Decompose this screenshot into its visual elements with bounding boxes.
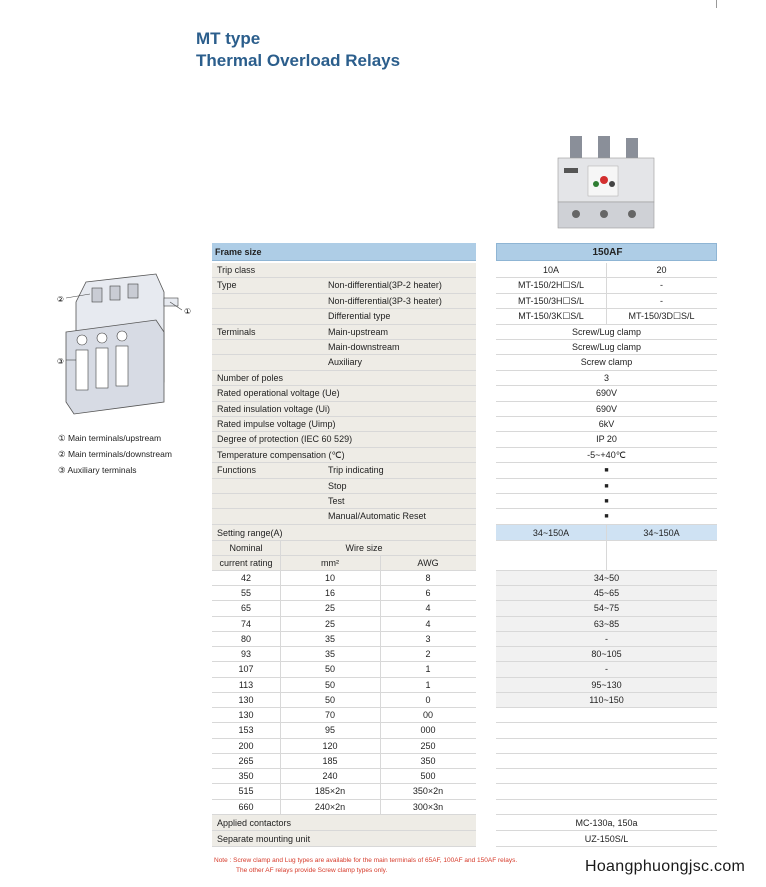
range-row — [496, 617, 717, 632]
table-cell: MT-150/3D☐S/L — [628, 311, 695, 322]
table-cell: 350 — [238, 771, 254, 782]
table-cell: - — [660, 295, 663, 306]
table-cell: 6kV — [598, 419, 615, 429]
range-row — [496, 693, 717, 708]
table-cell: 153 — [238, 725, 254, 736]
table-cell: 25 — [324, 603, 335, 614]
table-cell: 65 — [240, 603, 251, 614]
table-cell: Type — [217, 280, 237, 291]
table-cell: Nominal — [229, 542, 263, 553]
table-cell: 34~150A — [532, 527, 570, 538]
table-cell: Applied contactors — [217, 817, 292, 828]
table-cell: 50 — [324, 664, 335, 675]
table-row — [496, 294, 717, 309]
table-cell: 50 — [324, 694, 335, 705]
table-cell: Trip indicating — [328, 465, 384, 476]
table-cell: 10A — [542, 265, 559, 275]
wire-header — [212, 556, 476, 571]
table-row — [212, 340, 476, 355]
table-cell: Temperature compensation (℃) — [217, 449, 345, 460]
table-row — [496, 417, 717, 432]
callout-1: ① — [184, 307, 192, 316]
table-cell: Functions — [217, 465, 257, 476]
table-cell: 74 — [240, 618, 251, 629]
wire-row — [212, 678, 476, 693]
table-cell: Auxiliary — [328, 357, 363, 368]
table-cell: 3 — [425, 633, 431, 644]
wire-row — [212, 647, 476, 662]
range-row — [496, 678, 717, 693]
page-corner-rule — [716, 0, 717, 8]
table-cell: 500 — [420, 771, 436, 782]
table-row — [212, 417, 476, 432]
table-row — [212, 278, 476, 293]
table-cell: 00 — [422, 710, 433, 721]
range-row — [496, 708, 717, 723]
table-row — [496, 402, 717, 417]
table-cell: - — [660, 280, 663, 291]
frame-size-header — [212, 243, 476, 261]
table-cell: 45~65 — [593, 588, 620, 599]
table-cell: Setting range(A) — [217, 527, 283, 538]
wire-row — [212, 754, 476, 769]
table-cell: Rated insulation voltage (Ui) — [217, 403, 331, 414]
table-row — [212, 448, 476, 463]
range-row — [496, 723, 717, 738]
table-cell: -5~+40℃ — [587, 449, 626, 460]
table-cell: MT-150/2H☐S/L — [517, 280, 585, 291]
wire-row — [212, 708, 476, 723]
table-row — [212, 294, 476, 309]
wire-row — [212, 693, 476, 708]
table-row — [496, 525, 717, 541]
table-cell: 240 — [322, 771, 338, 782]
table-row — [496, 815, 717, 831]
table-row — [212, 494, 476, 509]
table-cell: - — [605, 633, 608, 644]
table-cell: 130 — [238, 694, 254, 705]
wire-row — [212, 632, 476, 647]
table-row — [496, 432, 717, 447]
table-cell: Degree of protection (IEC 60 529) — [217, 434, 353, 445]
page-title: MT type — [196, 29, 261, 48]
table-cell: 34~50 — [593, 572, 620, 583]
table-cell: 10 — [324, 572, 335, 583]
table-cell: MT-150/3H☐S/L — [517, 295, 585, 306]
table-cell: Rated impulse voltage (Uimp) — [217, 419, 336, 429]
table-row — [212, 263, 476, 278]
table-cell: 350×2n — [412, 786, 444, 797]
table-cell: 50 — [324, 679, 335, 690]
table-cell: Main-upstream — [328, 326, 389, 337]
table-cell: ■ — [604, 482, 609, 490]
table-cell: 34~150A — [643, 527, 680, 538]
table-cell: 80~105 — [591, 649, 622, 660]
table-cell: 1 — [425, 679, 431, 690]
table-cell: - — [605, 664, 608, 675]
legend-item: ② Main terminals/downstream — [58, 449, 172, 459]
table-cell: 93 — [240, 649, 251, 660]
table-cell: 16 — [324, 588, 335, 599]
table-cell: 000 — [420, 725, 436, 736]
table-cell: ■ — [604, 467, 609, 475]
table-row — [212, 355, 476, 370]
table-cell: 0 — [425, 694, 431, 705]
table-row — [496, 386, 717, 401]
table-cell: Test — [328, 496, 345, 506]
table-cell: 185×2n — [314, 786, 346, 797]
table-cell: Manual/Automatic Reset — [328, 511, 427, 522]
table-row — [212, 463, 476, 478]
table-cell: Main-downstream — [328, 342, 400, 352]
wire-header — [212, 541, 476, 556]
table-cell: 107 — [238, 664, 254, 675]
range-row — [496, 662, 717, 677]
table-cell: 2 — [425, 649, 431, 660]
table-row — [212, 815, 476, 831]
brand-watermark: Hoangphuongjsc.com — [585, 858, 746, 875]
note-line-1: Note : Screw clamp and Lug types are available for the main terminals of 65AF, 100AF and 150AF relays. — [214, 857, 518, 864]
wire-row — [212, 723, 476, 738]
table-cell: 515 — [238, 786, 254, 797]
spec-table-left — [212, 243, 476, 850]
table-cell: 113 — [238, 679, 254, 690]
table-cell: Separate mounting unit — [217, 833, 311, 844]
legend-item: ① Main terminals/upstream — [58, 433, 162, 443]
callout-2: ② — [56, 295, 64, 304]
table-cell: 1 — [425, 664, 431, 675]
wire-row — [212, 739, 476, 754]
frame-size-value: 150AF — [592, 247, 623, 258]
table-row — [212, 325, 476, 340]
table-cell: 3 — [603, 372, 609, 383]
table-cell: MC-130a, 150a — [575, 817, 638, 828]
table-cell: 70 — [324, 710, 335, 721]
table-cell: 63~85 — [593, 618, 620, 629]
table-row — [496, 448, 717, 463]
table-cell: 200 — [238, 740, 254, 751]
table-row — [212, 525, 476, 541]
table-row — [496, 309, 717, 324]
relay-terminal-illustration — [46, 262, 196, 432]
range-row — [496, 800, 717, 815]
table-cell: 120 — [322, 740, 338, 751]
table-row — [212, 402, 476, 417]
table-row — [496, 355, 717, 370]
table-cell: 35 — [324, 633, 335, 644]
table-cell: 20 — [656, 265, 667, 275]
wire-header-spacer — [496, 541, 717, 571]
range-row — [496, 586, 717, 601]
table-cell: 80 — [240, 633, 251, 644]
table-cell: 35 — [324, 649, 335, 660]
table-cell: 240×2n — [314, 801, 346, 812]
table-row — [496, 278, 717, 293]
table-cell: Trip class — [217, 265, 256, 275]
wire-row — [212, 800, 476, 815]
table-cell: ■ — [604, 498, 609, 505]
table-cell: Stop — [328, 480, 347, 491]
table-cell: 95~130 — [591, 679, 622, 690]
table-cell: Non-differential(3P-2 heater) — [328, 280, 442, 291]
table-row — [496, 494, 717, 509]
callout-3: ③ — [56, 357, 64, 366]
range-row — [496, 784, 717, 799]
table-cell: 95 — [324, 725, 335, 736]
table-cell: current rating — [219, 557, 273, 568]
table-cell: Non-differential(3P-3 heater) — [328, 295, 442, 306]
table-cell: Rated operational voltage (Ue) — [217, 388, 340, 399]
table-cell: Screw clamp — [580, 357, 633, 368]
table-row — [212, 509, 476, 524]
table-row — [496, 371, 717, 386]
table-cell: 8 — [425, 572, 431, 583]
table-row — [212, 309, 476, 324]
wire-row — [212, 784, 476, 799]
frame-size-label: Frame size — [215, 247, 262, 257]
table-cell: Screw/Lug clamp — [571, 326, 642, 337]
range-row — [496, 571, 717, 586]
table-cell: Screw/Lug clamp — [571, 342, 642, 352]
table-cell: 55 — [240, 588, 251, 599]
wire-row — [212, 769, 476, 784]
table-cell: 265 — [238, 755, 254, 766]
table-cell: 6 — [425, 588, 431, 599]
legend-item: ③ Auxiliary terminals — [58, 465, 137, 475]
table-row — [212, 386, 476, 401]
table-cell: UZ-150S/L — [584, 833, 629, 844]
table-row — [496, 479, 717, 494]
table-cell: 690V — [595, 403, 618, 414]
range-row — [496, 754, 717, 769]
table-row — [496, 831, 717, 847]
table-cell: AWG — [417, 557, 439, 568]
table-cell: 185 — [322, 755, 338, 766]
table-row — [496, 509, 717, 524]
frame-size-header — [496, 243, 717, 261]
table-cell: 4 — [425, 603, 431, 614]
product-photo — [556, 136, 656, 236]
table-cell: Differential type — [328, 311, 391, 322]
range-row — [496, 769, 717, 784]
table-cell: ■ — [604, 513, 609, 521]
table-cell: Wire size — [345, 542, 383, 553]
wire-row — [212, 617, 476, 632]
spec-table-right — [496, 243, 717, 850]
table-cell: 54~75 — [593, 603, 620, 614]
note-line-2: The other AF relays provide Screw clamp types only. — [236, 867, 388, 874]
table-cell: 660 — [238, 801, 254, 812]
range-row — [496, 647, 717, 662]
range-row — [496, 601, 717, 616]
table-cell: 4 — [425, 618, 431, 629]
table-row — [496, 463, 717, 478]
table-cell: 130 — [238, 710, 254, 721]
table-row — [212, 432, 476, 447]
table-cell: 25 — [324, 618, 335, 629]
wire-row — [212, 601, 476, 616]
table-row — [496, 263, 717, 278]
table-row — [212, 831, 476, 847]
wire-row — [212, 586, 476, 601]
table-cell: 42 — [240, 572, 251, 583]
wire-row — [212, 662, 476, 677]
table-cell: mm² — [321, 557, 339, 568]
page-subtitle: Thermal Overload Relays — [196, 51, 401, 70]
range-row — [496, 632, 717, 647]
table-row — [496, 325, 717, 340]
table-cell: Number of poles — [217, 372, 284, 383]
table-cell: IP 20 — [596, 434, 617, 445]
table-cell: MT-150/3K☐S/L — [518, 311, 584, 322]
table-row — [212, 479, 476, 494]
table-cell: 250 — [420, 740, 436, 751]
table-cell: 300×3n — [412, 801, 444, 812]
legend-list — [58, 430, 172, 478]
table-row — [496, 340, 717, 355]
range-row — [496, 739, 717, 754]
table-cell: Terminals — [217, 326, 256, 337]
wire-row — [212, 571, 476, 586]
table-row — [212, 371, 476, 386]
table-cell: 110~150 — [589, 694, 624, 705]
table-cell: 350 — [420, 755, 436, 766]
table-cell: 690V — [595, 388, 618, 399]
